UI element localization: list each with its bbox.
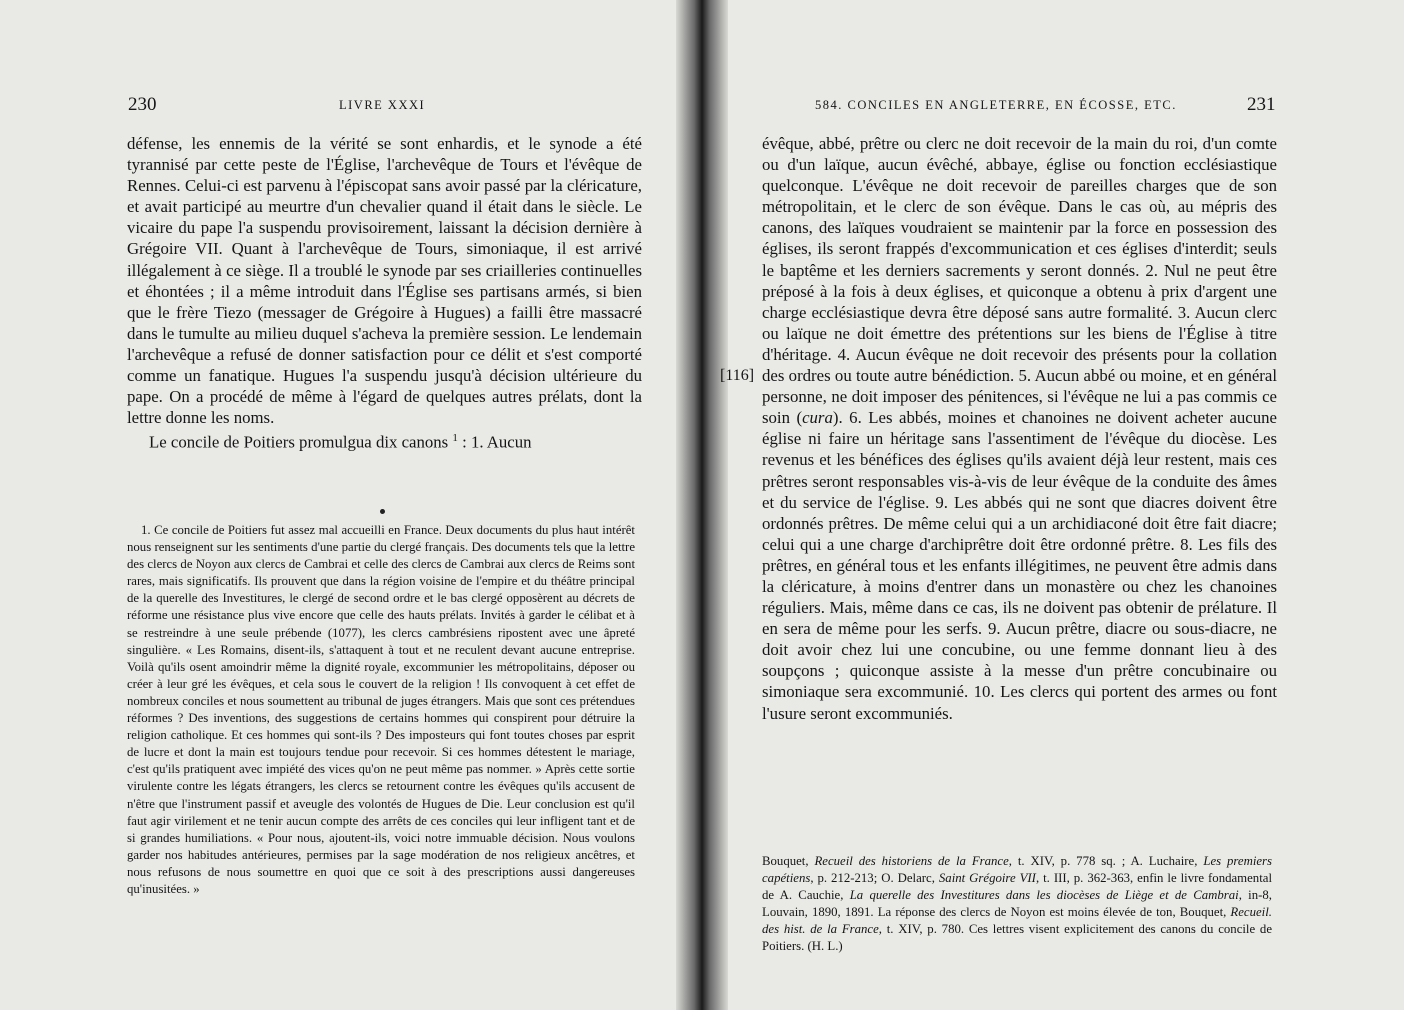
footnote-text: 1. Ce concile de Poitiers fut assez mal accueilli en France. Deux documents du plus haut intérêt nous renseignent sur les sentiments d'une partie du clergé français. Des documents tels que la lettre des clercs de Noyon aux clercs de Cambrai et celle des clercs de Cambrai aux clercs de Reims sont rares, mais significatifs. Ils prouvent que dans la région voisine de l'empire et du théâtre principal de la querelle des Investitures, le clergé de second ordre et le bas clergé opposèrent au décrets de réforme une résistance plus vive encore que celle des hauts prélats. Invités à garder le célibat et à se restreindre à une seule prébende (1077), les clercs cambrésiens ripostent avec une âpreté singulière. « Les Romains, disent-ils, s'attaquent à tout et ne reculent devant aucune entreprise. Voilà qu'ils osent amoindrir même la dignité royale, excommunier les métropolitains, déposer ou créer à leur gré les évêques, et cela sous le couvert de la religion ! Ils convoquent à cet effet de nombreux conciles et nous soumettent au tribunal de juges étrangers. Mais que sont ces prétendues réformes ? Des inventions, des suggestions de certains hommes qui conspirent pour détruire la religion catholique. Et ces hommes qui sont-ils ? Des imposteurs qui font toutes choses par esprit de lucre et dont la main est toujours tendue pour recevoir. Si ces hommes détestent le mariage, c'est qu'ils pratiquent avec impiété des vices qu'on ne peut même pas nommer. » Après cette sortie virulente contre les légats étrangers, les clercs se retournent contre les évêques qu'ils accusent de n'être que l'instrument passif et aveugle des volontés de Hugues de Die. Leur conclusion est qu'il faut agir virilement et ne tenir aucun compte des arrêts de ces conciles qui leur infligent tant et de si grandes humiliations. « Pour nous, ajoutent-ils, voici notre immuable décision. Nous voulons garder nos habitudes antérieures, permises par la sage modération de nos religieux ancêtres, et nous refusons de nous soumettre en quoi que ce soit à des prescriptions aussi dangereuses qu'inusitées. » <box>127 523 635 896</box>
left-body <box>127 133 642 453</box>
body-text: Le concile de Poitiers promulgua dix canons <box>149 432 449 452</box>
page-number: 231 <box>1247 94 1276 115</box>
margin-reference: [116] <box>720 367 755 384</box>
body-italic: cura <box>802 408 833 428</box>
fn-part: , t. III, p. 362-363, enfin le livre fondamental de A. Cauchie, <box>762 871 1272 903</box>
book-gutter <box>676 0 728 1010</box>
running-head: 584. CONCILES EN ANGLETERRE, EN ÉCOSSE, ETC. <box>815 98 1177 112</box>
fn-part: Bouquet, <box>762 854 815 868</box>
body-text: : 1. Aucun <box>457 432 532 452</box>
fn-part: , t. XIV, p. 780. Ces lettres visent explicitement des canons du concile de Poitiers. (H. L.) <box>762 922 1273 954</box>
left-page <box>0 0 676 1010</box>
running-head: LIVRE XXXI <box>339 98 426 112</box>
footnote-text <box>762 853 1272 956</box>
fn-part: Saint Grégoire VII <box>938 871 1036 886</box>
fn-part: Recueil. des hist. de la France <box>762 905 1272 937</box>
fn-part: La querelle des Investitures dans les diocèses de Liège et de Cambrai <box>849 888 1239 903</box>
footnote-continuation <box>762 853 1272 956</box>
body-text: ). 6. Les abbés, moines et chanoines ne doivent acheter aucune église ni faire un héritage sans l'assentiment de l'évêque du diocèse. Les revenus et les bénéfices des églises qu'ils avaient déjà leur restent, mais ces prêtres seront responsables vis-à-vis de leur évêque de la conduite des âmes et du service de l'église. 9. Les abbés qui ne sont que diacres doivent être ordonnés prêtres. De même celui qui a un archidiaconé doit être fait diacre; celui qui a une charge d'archiprêtre doit être ordonné prêtre. 8. Les fils des prêtres, en général tous et les enfants illégitimes, ne peuvent être admis dans la cléricature, à moins d'entrer dans un monastère ou chez les chanoines réguliers. Mais, même dans ce cas, ils ne doivent pas obtenir de prélature. Il en sera de même pour les serfs. 9. Aucun prêtre, diacre ou sous-diacre, ne doit avoir chez lui une concubine, ou une femme donnant lieu à des soupçons ; quiconque assiste à la messe d'un prêtre concubinaire ou simoniaque sera excommunié. 10. Les clercs qui portent des armes ou font l'usure seront excommuniés. <box>762 408 1277 723</box>
fn-part: Les premiers capétiens <box>762 854 1273 886</box>
fn-part: , in-8, Louvain, 1890, 1891. La réponse des clercs de Noyon est moins élevée de ton, Bouquet, <box>762 888 1272 920</box>
ink-mark <box>380 509 385 514</box>
page-number: 230 <box>128 94 157 115</box>
footnote-marker: 1 <box>452 432 458 445</box>
fn-part: , p. 212-213; O. Delarc, <box>810 871 939 886</box>
fn-part: , t. XIV, p. 778 sq. ; A. Luchaire, <box>1008 854 1204 868</box>
body-paragraph-2 <box>127 428 642 453</box>
footnote <box>127 522 635 898</box>
right-body <box>762 133 1277 724</box>
fn-part: Recueil des historiens de la France <box>814 854 1009 868</box>
right-page <box>720 0 1404 1010</box>
body-paragraph <box>762 133 1277 724</box>
body-paragraph: défense, les ennemis de la vérité se sont enhardis, et le synode a été tyrannisé par cette peste de l'Église, l'archevêque de Tours et l'évêque de Rennes. Celui-ci est parvenu à l'épiscopat sans avoir passé par la cléricature, et avait participé au meurtre d'un chevalier quand il était dans le siècle. Le vicaire du pape l'a suspendu provisoirement, laissant la décision dernière à Grégoire VII. Quant à l'archevêque de Tours, simoniaque, il est arrivé illégalement à ce siège. Il a troublé le synode par ses criailleries continuelles et éhontées ; il a même introduit dans l'Église ses partisans armés, si bien que le frère Tiezo (messager de Grégoire à Hugues) a failli être massacré dans le tumulte au milieu duquel s'acheva la première session. Le lendemain l'archevêque a refusé de donner satisfaction pour ce délit et s'est comporté comme un fanatique. Hugues l'a suspendu jusqu'à décision ultérieure du pape. On a procédé de même à l'égard de quelques autres prélats, dont la lettre donne les noms. <box>127 134 642 428</box>
body-text: évêque, abbé, prêtre ou clerc ne doit recevoir de la main du roi, d'un comte ou d'un laïque, aucun évêché, abbaye, église ou fonction ecclésiastique quelconque. L'évêque ne doit recevoir de pareilles charges que de son métropolitain, et le clerc de son évêque. Dans le cas où, au mépris des canons, des laïques voudraient se maintenir par la force en possession des églises, ils seront frappés d'excommunication et ces églises d'interdit; seuls le baptême et les derniers sacrements y seront donnés. 2. Nul ne peut être préposé à la fois à deux églises, et quiconque a obtenu à prix d'argent une charge ecclésiastique devra être déposé sans autre formalité. 3. Aucun clerc ou laïque ne doit émettre des prétentions sur les biens de l'Église à titre d'héritage. 4. Aucun évêque ne doit recevoir des présents pour la collation des ordres ou toute autre bénédiction. 5. Aucun abbé ou moine, et en général personne, ne doit imposer des pénitences, si l'évêque ne lui a pas commis ce soin ( <box>762 134 1277 428</box>
